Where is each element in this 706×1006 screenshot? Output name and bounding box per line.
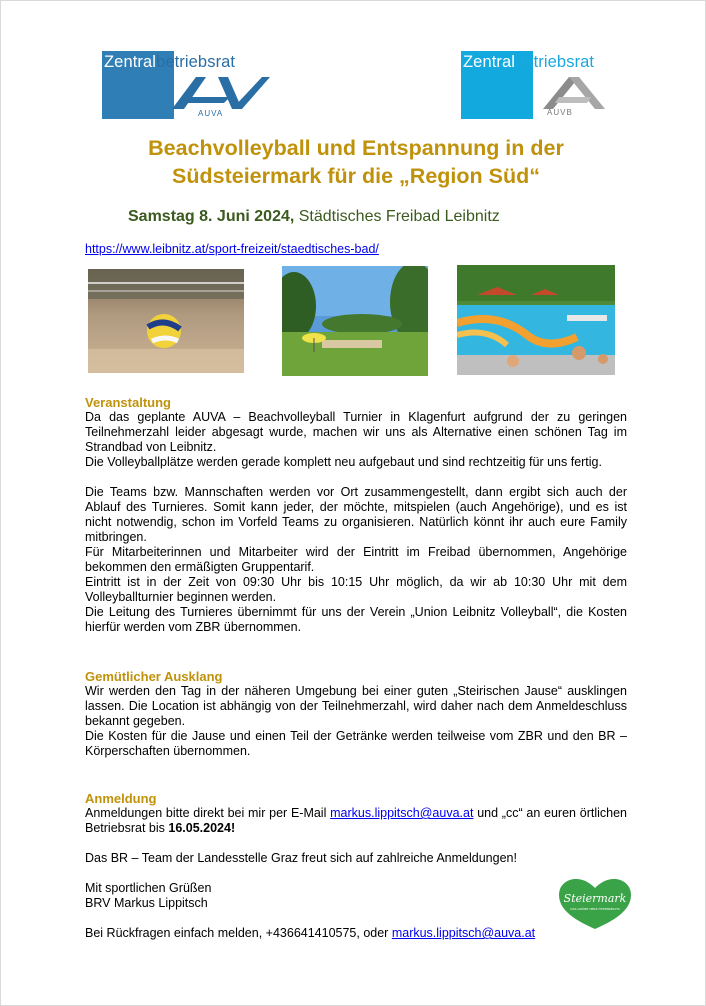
paragraph: Das BR – Team der Landesstelle Graz freut sich auf zahlreiche Anmeldungen! bbox=[85, 851, 517, 865]
section-heading: Veranstaltung bbox=[85, 395, 171, 410]
heart-text: Steiermark bbox=[563, 892, 627, 905]
section-veranstaltung bbox=[85, 395, 627, 635]
contact-line: Bei Rückfragen einfach melden, +436641410575, oder markus.lippitsch@auva.at bbox=[85, 926, 536, 940]
paragraph: Da das geplante AUVA – Beachvolleyball Turnier in Klagenfurt aufgrund der zu geringen Teilnehmerzahl leider abgesagt wurde, machen wir uns als Alternative einen schönen Tag im Strandbad von Leibnitz. bbox=[85, 410, 627, 454]
contact-email-link[interactable]: markus.lippitsch@auva.at bbox=[391, 926, 536, 940]
paragraph: Die Leitung des Turnieres übernimmt für uns der Verein „Union Leibnitz Volleyball“, die Kosten hierfür werden vom ZBR übernommen. bbox=[85, 605, 627, 634]
zbr-auvb-logo bbox=[461, 51, 625, 119]
heart-tagline: DAS GRÜNE HERZ ÖSTERREICHS bbox=[570, 907, 620, 911]
freibad-lawn-photo bbox=[282, 266, 428, 376]
page-title: Beachvolleyball und Entspannung in der Südsteiermark für die „Region Süd“ bbox=[148, 136, 564, 188]
section-heading: Anmeldung bbox=[85, 791, 157, 806]
paragraph: Wir werden den Tag in der näheren Umgebung bei einer guten „Steirischen Jause“ ausklingen lassen. Die Location ist abhängig von der Teilnehmerzahl, wird daher nach dem Anmeldeschluss bekannt gegeben. bbox=[85, 684, 627, 728]
freibad-link[interactable]: https://www.leibnitz.at/sport-freizeit/staedtisches-bad/ bbox=[85, 242, 379, 256]
freibad-pool-photo bbox=[457, 265, 615, 375]
paragraph: Eintritt ist in der Zeit von 09:30 Uhr bis 10:15 Uhr möglich, da wir ab 10:30 Uhr mit dem Volleyballturnier beginnen werden. bbox=[85, 575, 627, 604]
logo-sub: AUVA bbox=[198, 109, 224, 118]
section-heading: Gemütlicher Ausklang bbox=[85, 669, 223, 684]
section-ausklang bbox=[85, 669, 627, 759]
email-link[interactable]: markus.lippitsch@auva.at bbox=[330, 806, 474, 820]
paragraph: Für Mitarbeiterinnen und Mitarbeiter wird der Eintritt im Freibad übernommen, Angehörige bekommen den ermäßigten Gruppentarif. bbox=[85, 545, 627, 574]
greeting: Mit sportlichen Grüßen bbox=[85, 881, 212, 895]
volleyball-photo bbox=[88, 269, 244, 373]
logo-wordmark: Zentralbetriebsrat bbox=[463, 53, 595, 71]
steiermark-heart-logo bbox=[557, 877, 633, 931]
zbr-auva-logo bbox=[102, 51, 270, 119]
logo-sub: AUVB bbox=[547, 108, 573, 117]
event-date: Samstag 8. Juni 2024, Städtisches Freibad Leibnitz bbox=[128, 208, 500, 225]
deadline: 16.05.2024 bbox=[168, 821, 231, 835]
paragraph: Die Kosten für die Jause und einen Teil der Getränke werden teilweise vom ZBR und den BR – Körperschaften übernommen. bbox=[85, 729, 627, 758]
paragraph: Die Teams bzw. Mannschaften werden vor Ort zusammengestellt, dann ergibt sich auch der Ablauf des Turnieres. Somit kann jeder, der möchte, mitspielen (auch Angehörige), und es ist nicht notwendig, schon im Vorfeld Teams zu organisieren. Natürlich könnt ihr auch eure Family mitbringen. bbox=[85, 485, 627, 544]
logo-wordmark: Zentralbetriebsrat bbox=[104, 53, 236, 71]
paragraph: Die Volleyballplätze werden gerade komplett neu aufgebaut und sind rechtzeitig für uns fertig. bbox=[85, 455, 602, 469]
auvb-mark-icon bbox=[529, 71, 625, 119]
paragraph: Anmeldungen bitte direkt bei mir per E-Mail markus.lippitsch@auva.at und „cc“ an euren örtlichen Betriebsrat bis 16.05.2024! bbox=[85, 806, 627, 835]
sender: BRV Markus Lippitsch bbox=[85, 896, 208, 910]
section-anmeldung bbox=[85, 791, 627, 941]
